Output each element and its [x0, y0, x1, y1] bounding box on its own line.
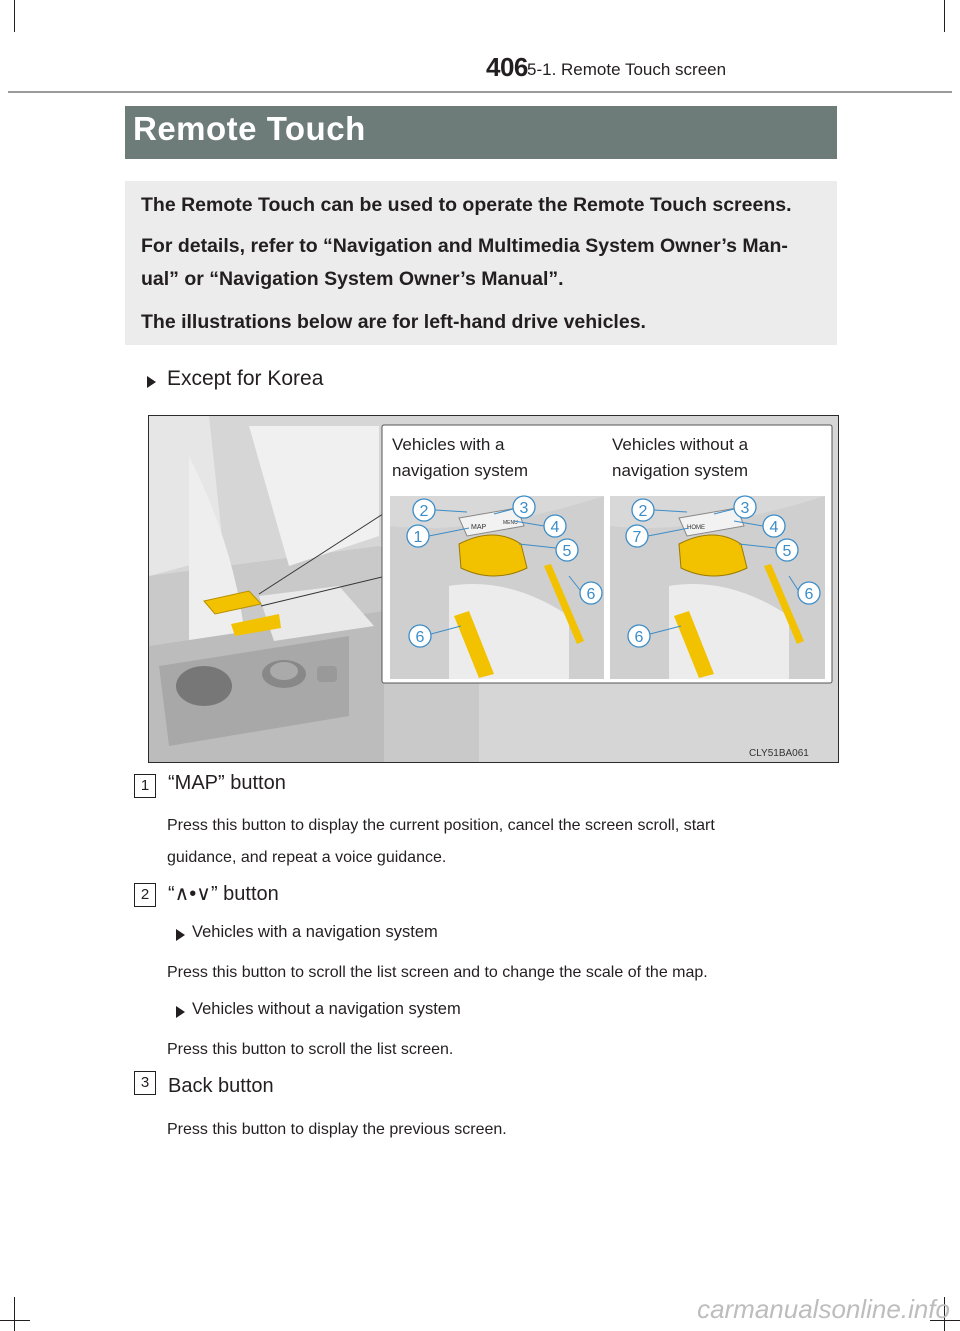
callout-text: 6 [415, 629, 425, 646]
crop-mark [944, 0, 945, 32]
item-title: “∧•∨” button [168, 883, 279, 905]
intro-line: For details, refer to “Navigation and Multimedia System Owner’s Man- [141, 235, 788, 257]
sub-bullet: Vehicles with a navigation system [192, 923, 438, 941]
item-body: Press this button to display the previous screen. [167, 1121, 507, 1138]
label-with-navigation [392, 432, 528, 484]
intro-line: ual” or “Navigation System Owner’s Manual”. [141, 268, 564, 290]
callout-text: 6 [586, 586, 596, 603]
watermark: carmanualsonline.info [697, 1294, 950, 1324]
body-line: Press this button to display the current position, cancel the screen scroll, start [167, 817, 715, 834]
section-title: 5-1. Remote Touch screen [527, 60, 727, 79]
label-line: navigation system [612, 461, 749, 480]
callout-text: 6 [634, 629, 644, 646]
triangle-bullet-icon [147, 376, 156, 388]
label-line: Vehicles without a [612, 435, 749, 454]
menu-button-label: MENU [503, 520, 518, 526]
item-number-badge: 3 [134, 1071, 156, 1095]
callout-text: 7 [632, 529, 642, 546]
item-body: Press this button to scroll the list screen and to change the scale of the map. [167, 964, 708, 981]
intro-line: The illustrations below are for left-hand drive vehicles. [141, 311, 646, 333]
label-line: navigation system [392, 461, 529, 480]
item-number-badge: 1 [134, 774, 156, 798]
callout-text: 4 [769, 519, 779, 536]
callout-text: 2 [638, 503, 648, 520]
subsection-heading: Except for Korea [167, 367, 324, 390]
callout-text: 3 [519, 500, 529, 517]
callout-text: 3 [740, 500, 750, 517]
intro-line: The Remote Touch can be used to operate the Remote Touch screens. [141, 194, 792, 216]
item-title: Back button [168, 1075, 274, 1097]
inset-without-navigation [610, 496, 825, 679]
inset-with-navigation [390, 496, 604, 679]
label-without-navigation [612, 432, 748, 484]
body-line: guidance, and repeat a voice guidance. [167, 849, 447, 866]
header-divider [8, 91, 952, 93]
callout-text: 2 [419, 503, 429, 520]
page-number: 406 [486, 52, 528, 82]
figure-code: CLY51BA061 [749, 748, 809, 759]
map-button-label: MAP [471, 524, 487, 531]
triangle-bullet-icon [176, 929, 185, 941]
label-line: Vehicles with a [392, 435, 505, 454]
crop-mark [14, 1297, 15, 1331]
triangle-bullet-icon [176, 1006, 185, 1018]
home-button-label: HOME [687, 525, 705, 531]
callout-text: 4 [550, 519, 560, 536]
sub-bullet: Vehicles without a navigation system [192, 1000, 461, 1018]
callout-text: 6 [804, 586, 814, 603]
remote-touch-illustration [148, 415, 839, 763]
item-number-badge: 2 [134, 883, 156, 907]
callout-text: 5 [782, 543, 792, 560]
callout-text: 1 [413, 529, 423, 546]
item-body [167, 810, 715, 874]
callout-text: 5 [562, 543, 572, 560]
crop-mark [0, 1320, 30, 1321]
crop-mark [14, 0, 15, 32]
item-body: Press this button to scroll the list screen. [167, 1041, 454, 1058]
item-title: “MAP” button [168, 772, 286, 794]
page-title: Remote Touch [133, 110, 366, 147]
